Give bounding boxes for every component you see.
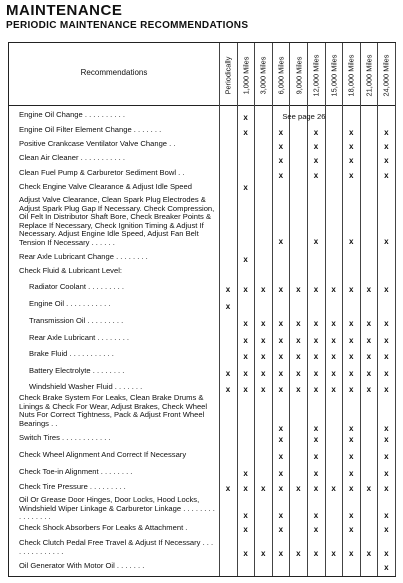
check-mark: x (225, 369, 231, 378)
column-header-label: 18,000 Miles (346, 54, 356, 96)
check-mark: x (313, 424, 319, 433)
check-mark: x (331, 549, 336, 558)
check-mark: x (278, 452, 284, 461)
table-row (9, 383, 395, 392)
row-label: Check Brake System For Leaks, Clean Brake Drums & Linings & Check For Wear, Adjust Brakes, Check Wheel Nuts For Correct Tightness, Pack & Adjust Front Wheel Bearings . . (19, 393, 208, 428)
check-mark: x (243, 113, 248, 122)
check-mark: x (278, 285, 284, 294)
row-label: Check Wheel Alignment And Correct If Necessary (19, 450, 187, 459)
check-mark: x (384, 525, 389, 534)
check-mark: x (225, 285, 231, 294)
row-label: Rear Axle Lubricant Change . . . . . . . . (19, 252, 148, 261)
check-mark: x (313, 484, 319, 493)
column-header (308, 47, 324, 103)
check-mark: x (296, 369, 301, 378)
check-mark: x (348, 452, 354, 461)
check-mark: x (278, 549, 284, 558)
row-label: Brake Fluid . . . . . . . . . . . (29, 349, 114, 358)
check-mark: x (348, 142, 354, 151)
check-mark: x (313, 385, 319, 394)
check-mark: x (278, 369, 284, 378)
column-header-label: 3,000 Miles (258, 56, 268, 94)
column-header (220, 47, 236, 103)
check-mark: x (313, 549, 319, 558)
row-label: Battery Electrolyte . . . . . . . . (29, 366, 125, 375)
check-mark: x (296, 336, 301, 345)
check-mark: x (278, 424, 284, 433)
check-mark: x (348, 237, 354, 246)
check-mark: x (384, 285, 389, 294)
column-header-label: Periodically (223, 56, 233, 94)
check-mark: x (313, 285, 319, 294)
row-label: Switch Tires . . . . . . . . . . . . (19, 433, 111, 442)
column-divider (395, 43, 396, 576)
check-mark: x (384, 142, 389, 151)
check-mark: x (366, 484, 372, 493)
row-label: Clean Air Cleaner . . . . . . . . . . . (19, 153, 125, 162)
check-mark: x (296, 319, 301, 328)
check-mark: x (278, 469, 284, 478)
check-mark: x (331, 352, 336, 361)
check-mark: x (296, 285, 301, 294)
check-mark: x (348, 549, 354, 558)
check-mark: x (313, 452, 319, 461)
header-separator (9, 105, 395, 106)
check-mark: x (331, 285, 336, 294)
check-mark: x (313, 435, 319, 444)
row-label: Check Toe-in Alignment . . . . . . . . (19, 467, 133, 476)
check-mark: x (278, 484, 284, 493)
check-mark: x (296, 385, 301, 394)
check-mark: x (313, 128, 319, 137)
row-label: Engine Oil Filter Element Change . . . . . . . (19, 125, 162, 134)
table-row (9, 496, 395, 520)
table-row (9, 283, 395, 292)
check-mark: x (384, 385, 389, 394)
check-mark: x (348, 484, 354, 493)
row-label: Positive Crankcase Ventilator Valve Change . . (19, 139, 176, 148)
check-mark: x (243, 484, 248, 493)
check-mark: x (296, 352, 301, 361)
check-mark: x (260, 549, 266, 558)
table-row (9, 154, 395, 163)
check-mark: x (384, 549, 389, 558)
check-mark: x (366, 352, 372, 361)
check-mark: x (348, 285, 354, 294)
table-row (9, 300, 395, 309)
check-mark: x (260, 336, 266, 345)
check-mark: x (243, 336, 248, 345)
check-mark: x (384, 128, 389, 137)
check-mark: x (278, 128, 284, 137)
row-label: Windshield Washer Fluid . . . . . . . (29, 382, 143, 391)
table-row (9, 334, 395, 343)
check-mark: x (278, 511, 284, 520)
column-header (255, 47, 271, 103)
check-mark: x (366, 385, 372, 394)
check-mark: x (348, 511, 354, 520)
check-mark: x (331, 336, 336, 345)
check-mark: x (243, 549, 248, 558)
table-row (9, 394, 395, 432)
page-title: MAINTENANCE (6, 2, 123, 19)
check-mark: x (384, 424, 389, 433)
check-mark: x (313, 511, 319, 520)
check-mark: x (348, 156, 354, 165)
check-mark: x (384, 319, 389, 328)
check-mark: x (348, 435, 354, 444)
row-label: Check Shock Absorbers For Leaks & Attachment . (19, 523, 188, 532)
column-header-label: 24,000 Miles (381, 54, 391, 96)
check-mark: x (384, 156, 389, 165)
column-header-label: 12,000 Miles (311, 54, 321, 96)
check-mark: x (331, 319, 336, 328)
check-mark: x (225, 484, 231, 493)
check-mark: x (260, 385, 266, 394)
table-row (9, 183, 395, 192)
check-mark: x (278, 171, 284, 180)
check-mark: x (278, 336, 284, 345)
recommendations-header: Recommendations (80, 68, 148, 77)
table-row (9, 367, 395, 376)
check-mark: x (366, 285, 372, 294)
check-mark: x (225, 302, 231, 311)
check-mark: x (278, 525, 284, 534)
row-label: Oil Generator With Motor Oil . . . . . . . (19, 561, 145, 570)
table-row (9, 562, 395, 571)
check-mark: x (313, 469, 319, 478)
table-row (9, 451, 395, 460)
check-mark: x (243, 128, 248, 137)
check-mark: x (348, 128, 354, 137)
check-mark: x (296, 484, 301, 493)
check-mark: x (348, 525, 354, 534)
check-mark: x (331, 369, 336, 378)
check-mark: x (313, 525, 319, 534)
row-label: Check Clutch Pedal Free Travel & Adjust If Necessary . . . . . . . . . . . . . . (19, 538, 214, 556)
row-label: Check Tire Pressure . . . . . . . . . (19, 482, 126, 491)
check-mark: x (243, 369, 248, 378)
check-mark: x (243, 285, 248, 294)
row-label: Adjust Valve Clearance, Clean Spark Plug Electrodes & Adjust Spark Plug Gap If Necessary. Check Compression, Oil Felt In Distributor Shaft Bore, Check Breaker Points & Replace If Necessary, Check Ignition Timing & Adjust If Necessary. Adjust Engine Idle Speed, Adjust Fan Belt Tension If Necessary . . . . . . (19, 195, 215, 247)
check-mark: x (260, 352, 266, 361)
check-mark: x (366, 369, 372, 378)
row-label: Radiator Coolant . . . . . . . . . (29, 282, 124, 291)
table-row (9, 483, 395, 492)
check-mark: x (260, 285, 266, 294)
check-mark: x (243, 183, 248, 192)
table-row (9, 169, 395, 178)
maintenance-table (8, 42, 396, 577)
row-label: Rear Axle Lubricant . . . . . . . . (29, 333, 130, 342)
table-row (9, 524, 395, 533)
check-mark: x (313, 352, 319, 361)
check-mark: x (348, 385, 354, 394)
column-header (290, 47, 306, 103)
check-mark: x (348, 336, 354, 345)
row-label: Engine Oil Change . . . . . . . . . . (19, 110, 125, 119)
row-label: Clean Fuel Pump & Carburetor Sediment Bowl . . (19, 168, 185, 177)
check-mark: x (313, 319, 319, 328)
check-mark: x (313, 156, 319, 165)
table-row (9, 267, 395, 276)
check-mark: x (243, 385, 248, 394)
check-mark: x (313, 171, 319, 180)
table-row (9, 434, 395, 443)
row-label: Transmission Oil . . . . . . . . . (29, 316, 124, 325)
check-mark: x (278, 237, 284, 246)
row-label: Check Fluid & Lubricant Level: (19, 266, 122, 275)
column-header-label: 15,000 Miles (329, 54, 339, 96)
check-mark: x (331, 385, 336, 394)
check-mark: x (348, 352, 354, 361)
check-mark: x (384, 563, 389, 572)
table-row (9, 468, 395, 477)
check-mark: x (384, 484, 389, 493)
check-mark: x (366, 549, 372, 558)
table-row (9, 111, 395, 120)
check-mark: x (313, 142, 319, 151)
column-header (343, 47, 359, 103)
check-mark: x (278, 435, 284, 444)
table-row (9, 126, 395, 135)
check-mark: x (366, 336, 372, 345)
row-label: Check Engine Valve Clearance & Adjust Idle Speed (19, 182, 192, 191)
check-mark: x (384, 452, 389, 461)
check-mark: x (384, 237, 389, 246)
column-header-label: 21,000 Miles (364, 54, 374, 96)
check-mark: x (243, 255, 248, 264)
page-subtitle: PERIODIC MAINTENANCE RECOMMENDATIONS (6, 20, 249, 31)
check-mark: x (260, 484, 266, 493)
table-row (9, 253, 395, 262)
check-mark: x (243, 319, 248, 328)
check-mark: x (313, 369, 319, 378)
check-mark: x (296, 549, 301, 558)
check-mark: x (348, 469, 354, 478)
check-mark: x (348, 171, 354, 180)
check-mark: x (278, 142, 284, 151)
check-mark: x (331, 484, 336, 493)
check-mark: x (243, 469, 248, 478)
check-mark: x (348, 319, 354, 328)
table-row (9, 539, 395, 557)
column-header-label: 1,000 Miles (241, 56, 251, 94)
check-mark: x (243, 511, 248, 520)
check-mark: x (384, 469, 389, 478)
check-mark: x (313, 336, 319, 345)
check-mark: x (384, 369, 389, 378)
column-header (378, 47, 394, 103)
check-mark: x (243, 352, 248, 361)
check-mark: x (243, 525, 248, 534)
check-mark: x (260, 319, 266, 328)
check-mark: x (278, 352, 284, 361)
column-header (326, 47, 342, 103)
check-mark: x (260, 369, 266, 378)
row-label: Oil Or Grease Door Hinges, Door Locks, Hood Locks, Windshield Wiper Linkage & Carburetor Linkage . . . . . . . . . . . . . . . . (19, 495, 215, 522)
check-mark: x (384, 171, 389, 180)
column-header-label: 9,000 Miles (293, 56, 303, 94)
table-row (9, 196, 395, 246)
column-header (238, 47, 254, 103)
check-mark: x (384, 511, 389, 520)
column-header (273, 47, 289, 103)
check-mark: x (278, 156, 284, 165)
check-mark: x (384, 435, 389, 444)
column-header (361, 47, 377, 103)
table-row (9, 140, 395, 149)
check-mark: x (278, 385, 284, 394)
check-mark: x (313, 237, 319, 246)
row-note: See page 26 (282, 112, 326, 121)
check-mark: x (384, 352, 389, 361)
table-row (9, 350, 395, 359)
column-header-label: 6,000 Miles (276, 56, 286, 94)
table-row (9, 317, 395, 326)
row-label: Engine Oil . . . . . . . . . . . (29, 299, 111, 308)
check-mark: x (225, 385, 231, 394)
check-mark: x (366, 319, 372, 328)
check-mark: x (348, 424, 354, 433)
check-mark: x (348, 369, 354, 378)
check-mark: x (278, 319, 284, 328)
check-mark: x (384, 336, 389, 345)
